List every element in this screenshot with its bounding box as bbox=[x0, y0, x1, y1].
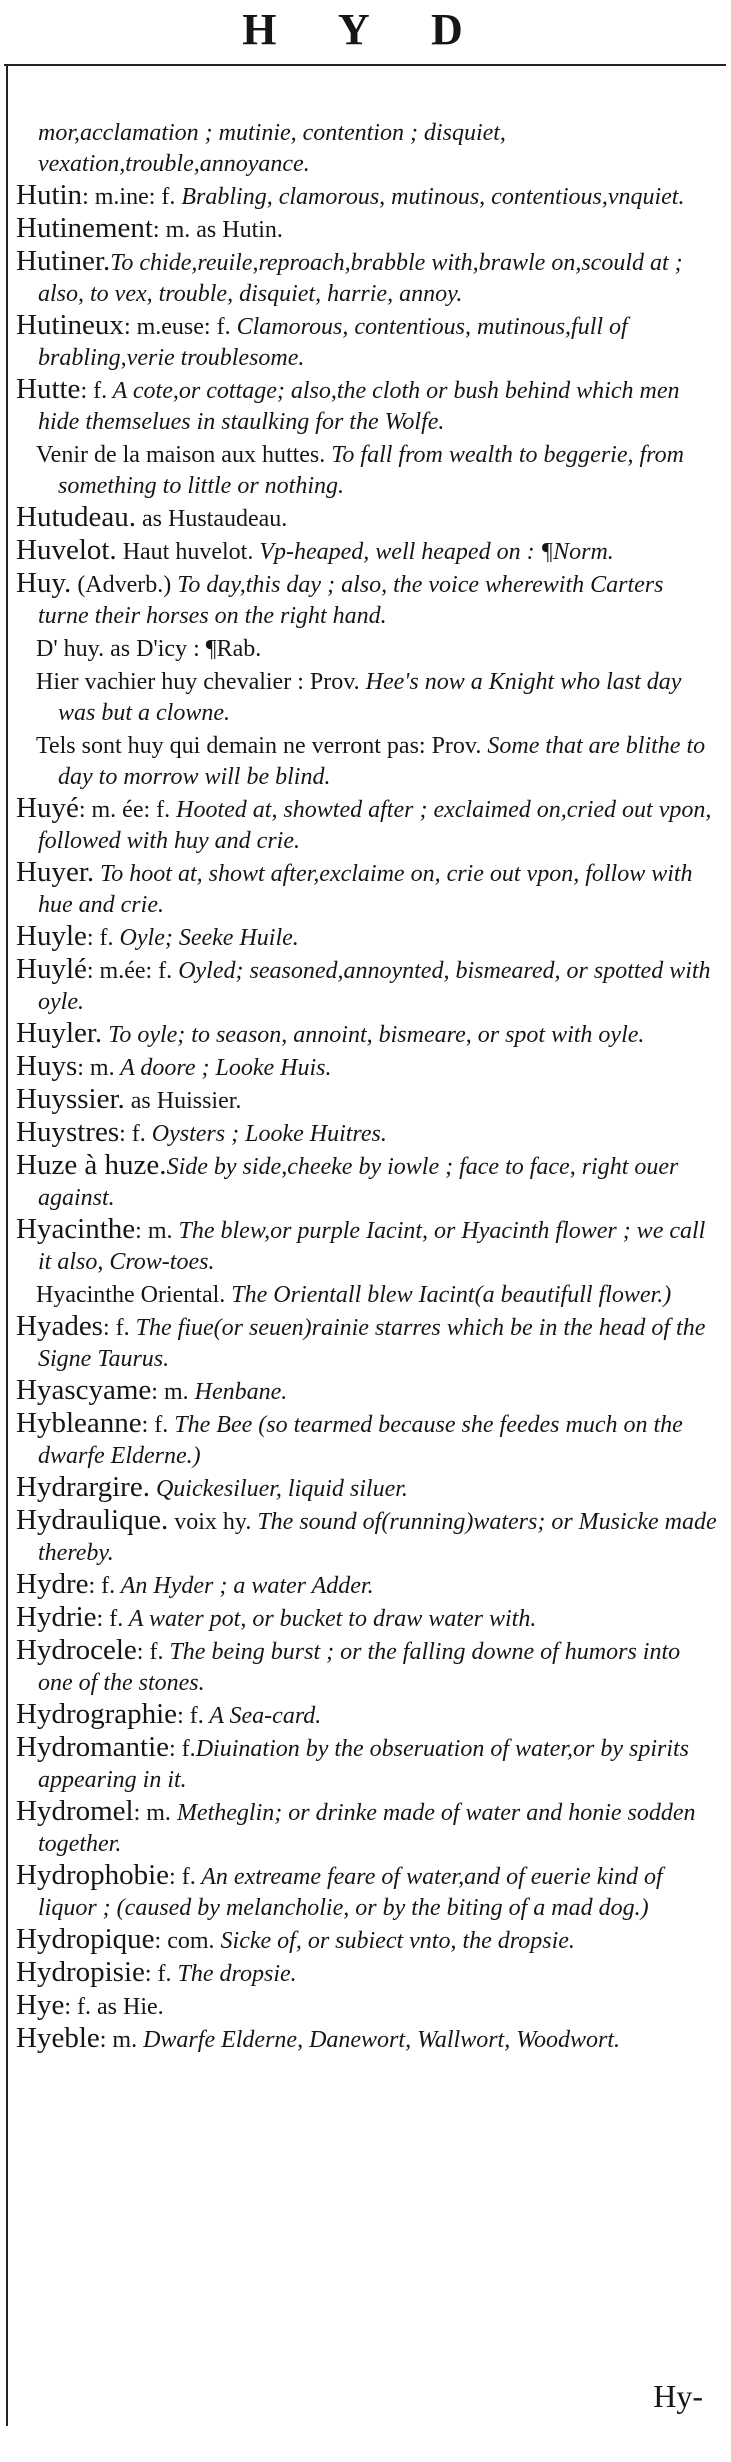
dictionary-entry bbox=[16, 2023, 718, 2056]
grammar-note: : m. as Hutin. bbox=[152, 217, 283, 243]
catchword: Hy- bbox=[653, 2378, 703, 2414]
definition: Hooted at, showted after ; exclaimed on,cried out vpon, followed with huy and crie. bbox=[38, 797, 712, 854]
grammar-note: : f. bbox=[144, 1961, 172, 1987]
grammar-note: : m. bbox=[99, 2027, 138, 2053]
definition: A cote,or cottage; also,the cloth or bush behind which men hide themselues in staulking for the Wolfe. bbox=[38, 378, 680, 435]
headword: Huze à huze. bbox=[16, 1149, 167, 1181]
dictionary-entry bbox=[16, 502, 718, 535]
dictionary-entry bbox=[16, 954, 718, 1018]
dictionary-entry bbox=[16, 1084, 718, 1117]
headword: Hydromel bbox=[16, 1795, 134, 1827]
definition: The being burst ; or the falling downe of humors into one of the stones. bbox=[38, 1639, 681, 1696]
dictionary-entry bbox=[16, 1635, 718, 1699]
dictionary-entry bbox=[16, 1957, 718, 1990]
entry-continuation bbox=[16, 116, 718, 180]
dictionary-entry bbox=[16, 1602, 718, 1635]
grammar-note: : f. bbox=[86, 925, 114, 951]
grammar-note: : f. bbox=[141, 1412, 169, 1438]
headword: Hydraulique. bbox=[16, 1504, 169, 1536]
grammar-note: : m. bbox=[133, 1800, 171, 1826]
headword: Hydropisie bbox=[16, 1956, 145, 1988]
headword: Hutudeau. bbox=[16, 501, 136, 533]
definition: The dropsie. bbox=[171, 1961, 297, 1987]
headword: Hye bbox=[16, 1989, 65, 2021]
headword: Hydrargire. bbox=[16, 1471, 150, 1503]
definition: Hee's now a Knight who last day was but a clowne. bbox=[58, 669, 682, 726]
definition: To hoot at, showt after,exclaime on, crie out vpon, follow with hue and crie. bbox=[38, 861, 693, 918]
dictionary-entry bbox=[16, 1505, 718, 1569]
grammar-note: as Hustaudeau. bbox=[136, 506, 288, 532]
dictionary-entry bbox=[16, 857, 718, 921]
grammar-note: : m.euse: f. bbox=[123, 314, 231, 340]
headword: Huyé bbox=[16, 792, 79, 824]
definition: The fiue(or seuen)rainie starres which be in the head of the Signe Taurus. bbox=[38, 1315, 706, 1372]
grammar-note: : f. bbox=[177, 1703, 204, 1729]
definition: Oysters ; Looke Huitres. bbox=[145, 1121, 387, 1147]
grammar-note: : f. bbox=[102, 1315, 130, 1341]
grammar-note: voix hy. bbox=[168, 1509, 252, 1535]
definition: To oyle; to season, annoint, bismeare, or spot with oyle. bbox=[102, 1022, 645, 1048]
headword: Hyacinthe bbox=[16, 1213, 136, 1245]
headword: Hutinement bbox=[16, 212, 153, 244]
sub-entry bbox=[16, 632, 718, 665]
dictionary-entry bbox=[16, 1699, 718, 1732]
grammar-note: : m. bbox=[151, 1379, 189, 1405]
dictionary-entry bbox=[16, 1472, 718, 1505]
grammar-note: Tels sont huy qui demain ne verront pas: Prov. bbox=[36, 733, 482, 759]
headword: Hydrographie bbox=[16, 1698, 178, 1730]
dictionary-entry bbox=[16, 374, 718, 438]
headword: Hutin bbox=[16, 179, 83, 211]
definition: Dwarfe Elderne, Danewort, Wallwort, Woodwort. bbox=[137, 2027, 621, 2053]
grammar-note: (Adverb.) bbox=[71, 572, 172, 598]
headword: Huylé bbox=[16, 953, 87, 985]
grammar-note: : f. bbox=[119, 1121, 146, 1147]
grammar-note: D' huy. as D'icy : ¶Rab. bbox=[36, 636, 262, 662]
definition: Side by side,cheeke by iowle ; face to face, right ouer against. bbox=[38, 1154, 679, 1211]
definition: mor,acclamation ; mutinie, contention ; disquiet, vexation,trouble,annoyance. bbox=[38, 120, 506, 177]
sub-entry bbox=[16, 1278, 718, 1311]
dictionary-entry bbox=[16, 1796, 718, 1860]
dictionary-entry bbox=[16, 1117, 718, 1150]
grammar-note: : m. bbox=[77, 1055, 115, 1081]
headword: Huystres bbox=[16, 1116, 120, 1148]
grammar-note: : f. bbox=[136, 1639, 164, 1665]
definition: Clamorous, contentious, mutinous,full of brabling,verie troublesome. bbox=[38, 314, 628, 371]
sub-entry bbox=[16, 438, 718, 502]
definition: Sicke of, or subiect vnto, the dropsie. bbox=[214, 1928, 575, 1954]
dictionary-entry bbox=[16, 1311, 718, 1375]
definition: The Orientall blew Iacint(a beautifull flower.) bbox=[225, 1282, 672, 1308]
dictionary-entry bbox=[16, 246, 718, 310]
definition: A water pot, or bucket to draw water with. bbox=[123, 1606, 537, 1632]
grammar-note: : f. bbox=[96, 1606, 124, 1632]
dictionary-entry bbox=[16, 793, 718, 857]
headword: Hutte bbox=[16, 373, 81, 405]
dictionary-entry bbox=[16, 1150, 718, 1214]
running-head: H Y D bbox=[242, 5, 489, 54]
headword: Hyascyame bbox=[16, 1374, 152, 1406]
dictionary-entry bbox=[16, 1018, 718, 1051]
dictionary-entry bbox=[16, 535, 718, 568]
dictionary-entry bbox=[16, 1214, 718, 1278]
definition: The blew,or purple Iacint, or Hyacinth flower ; we call it also, Crow-toes. bbox=[38, 1218, 706, 1275]
definition: To chide,reuile,reproach,brabble with,brawle on,scould at ; also, to vex, trouble, disquiet, harrie, annoy. bbox=[38, 250, 683, 307]
headword: Hutineux bbox=[16, 309, 124, 341]
headword: Hybleanne bbox=[16, 1407, 142, 1439]
definition: The sound of(running)waters; or Musicke made thereby. bbox=[38, 1509, 717, 1566]
dictionary-entry bbox=[16, 180, 718, 213]
grammar-note: : m. bbox=[135, 1218, 173, 1244]
dictionary-entry bbox=[16, 1860, 718, 1924]
headword: Hydromantie bbox=[16, 1731, 170, 1763]
grammar-note: : f. bbox=[88, 1573, 116, 1599]
grammar-note: : m. ée: f. bbox=[78, 797, 171, 823]
grammar-note: Venir de la maison aux huttes. bbox=[36, 442, 326, 468]
grammar-note: : f. bbox=[169, 1736, 196, 1762]
dictionary-entry bbox=[16, 1924, 718, 1957]
definition: To fall from wealth to beggerie, from something to little or nothing. bbox=[58, 442, 684, 499]
definition: An Hyder ; a water Adder. bbox=[115, 1573, 374, 1599]
definition: Vp-heaped, well heaped on : ¶Norm. bbox=[253, 539, 614, 565]
definition: Diuination by the obseruation of water,or by spirits appearing in it. bbox=[38, 1736, 690, 1793]
headword: Huvelot. bbox=[16, 534, 117, 566]
dictionary-entry bbox=[16, 1051, 718, 1084]
grammar-note: Hier vachier huy chevalier : Prov. bbox=[36, 669, 360, 695]
headword: Hydropique bbox=[16, 1923, 155, 1955]
entry-list bbox=[16, 116, 718, 2056]
column-rule bbox=[6, 66, 8, 2426]
dictionary-entry bbox=[16, 1375, 718, 1408]
headword: Hyades bbox=[16, 1310, 103, 1342]
definition: Oyle; Seeke Huile. bbox=[113, 925, 299, 951]
headword: Hydrocele bbox=[16, 1634, 137, 1666]
grammar-note: as Huissier. bbox=[124, 1088, 242, 1114]
definition: A Sea-card. bbox=[203, 1703, 322, 1729]
sub-entry bbox=[16, 729, 718, 793]
headword: Huys bbox=[16, 1050, 78, 1082]
definition: Henbane. bbox=[188, 1379, 288, 1405]
grammar-note: : f. bbox=[80, 378, 108, 404]
headword: Hutiner. bbox=[16, 245, 111, 277]
definition: Quickesiluer, liquid siluer. bbox=[149, 1476, 408, 1502]
headword: Huyler. bbox=[16, 1017, 103, 1049]
grammar-note: : m.ine: f. bbox=[82, 184, 176, 210]
dictionary-entry bbox=[16, 1569, 718, 1602]
headword: Huyle bbox=[16, 920, 87, 952]
dictionary-entry bbox=[16, 213, 718, 246]
headword: Huy. bbox=[16, 567, 72, 599]
dictionary-entry bbox=[16, 1732, 718, 1796]
headword: Huyer. bbox=[16, 856, 95, 888]
dictionary-entry bbox=[16, 310, 718, 374]
headword: Hydre bbox=[16, 1568, 89, 1600]
sub-entry bbox=[16, 665, 718, 729]
head-rule bbox=[4, 64, 726, 66]
grammar-note: Haut huvelot. bbox=[116, 539, 254, 565]
grammar-note: : com. bbox=[154, 1928, 215, 1954]
headword: Hyeble bbox=[16, 2022, 100, 2054]
definition: Oyled; seasoned,annoynted, bismeared, or spotted with oyle. bbox=[38, 958, 711, 1015]
headword: Hydrie bbox=[16, 1601, 97, 1633]
dictionary-entry bbox=[16, 568, 718, 632]
definition: An extreame feare of water,and of euerie kind of liquor ; (caused by melancholie, or by the biting of a mad dog.) bbox=[38, 1864, 663, 1921]
grammar-note: : f. bbox=[169, 1864, 196, 1890]
headword: Hydrophobie bbox=[16, 1859, 170, 1891]
dictionary-entry bbox=[16, 1990, 718, 2023]
headword: Huyssier. bbox=[16, 1083, 125, 1115]
definition: A doore ; Looke Huis. bbox=[114, 1055, 332, 1081]
grammar-note: : m.ée: f. bbox=[86, 958, 173, 984]
dictionary-entry bbox=[16, 921, 718, 954]
definition: To day,this day ; also, the voice wherewith Carters turne their horses on the right hand. bbox=[38, 572, 664, 629]
definition: Some that are blithe to day to morrow will be blind. bbox=[58, 733, 706, 790]
grammar-note: Hyacinthe Oriental. bbox=[36, 1282, 226, 1308]
definition: The Bee (so tearmed because she feedes much on the dwarfe Elderne.) bbox=[38, 1412, 683, 1469]
definition: Metheglin; or drinke made of water and honie sodden together. bbox=[38, 1800, 696, 1857]
dictionary-entry bbox=[16, 1408, 718, 1472]
definition: Brabling, clamorous, mutinous, contentious,vnquiet. bbox=[175, 184, 685, 210]
grammar-note: : f. as Hie. bbox=[64, 1994, 164, 2020]
